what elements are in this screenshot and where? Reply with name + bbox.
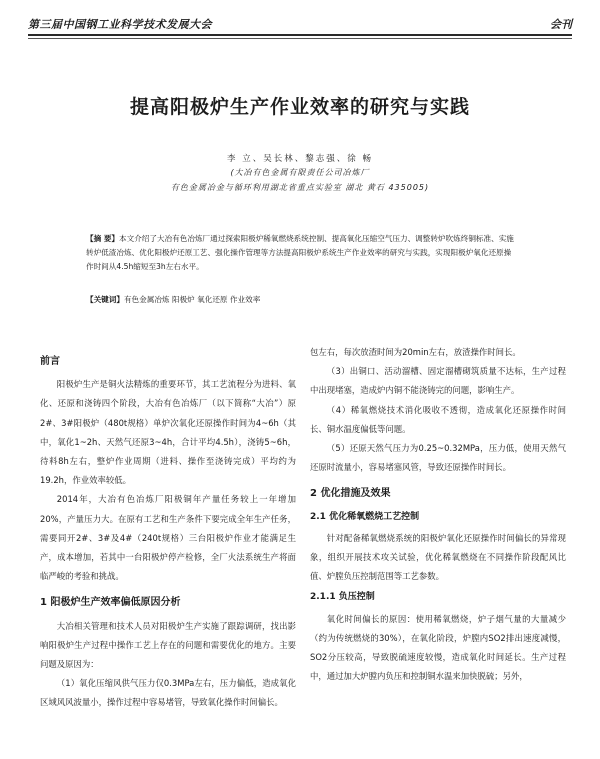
keywords-label: 【关键词】 [86, 295, 124, 304]
paragraph: （5）还原天然气压力为0.25~0.32MPa，压力低，使用天然气还原时流量小，容易堵塞风管，导致还原操作时间长。 [310, 443, 566, 473]
affiliation-line-1: (大冶有色金属有限责任公司冶炼厂 [230, 168, 370, 177]
paragraph: 阳极炉生产是铜火法精炼的重要环节，其工艺流程分为进料、氧化、还原和浇铸四个阶段，大冶有色冶炼厂（以下简称“大冶”）原2#、3#阳极炉（480t规格）单炉次氧化还原操作时间为4~6h（其中，氧化1~2h、天然气还原3~4h，合计平均4.5h），浇铸5~6h，待料8h左右，整炉作业周期（进料、操作至浇铸完成）平均约为19.2h，作业效率较低。 [40, 379, 296, 486]
heading-section-1: 1 阳极炉生产效率偏低原因分析 [40, 597, 181, 609]
paragraph: 氧化时间偏长的原因：使用稀氧燃烧，炉子烟气量的大量减少（约为传统燃烧的30%），在氧化阶段，炉膛内SO2排出速度减慢，SO2分压较高，导致脱硫速度较慢，造成氧化时间延长。生产过程中，通过加大炉膛内负压和控制铜水温来加快脱硫；另外， [310, 613, 566, 682]
abstract [86, 232, 514, 274]
paragraph: 2014年，大冶有色冶炼厂阳极铜年产量任务较上一年增加20%，产量压力大。在原有工艺和生产条件下要完成全年生产任务，需要同开2#、3#及4#（240t规格）三台阳极炉作业才能满足生产，成本增加，若其中一台阳极炉停产检修，全厂火法系统生产将面临严峻的考验和挑战。 [40, 494, 296, 582]
heading-intro: 前言 [40, 356, 60, 367]
affiliation-line-2: 有色金属冶金与循环利用湖北省重点实验室 湖北 黄石 435005) [170, 183, 430, 192]
header-rule [28, 38, 572, 39]
paragraph: 针对配备稀氧燃烧系统的阳极炉氧化还原操作时间偏长的异常现象，组织开展技术攻关试验，优化稀氧燃烧在不同操作阶段配风比值、炉膛负压控制范围等工艺参数。 [310, 532, 566, 582]
paragraph: 大冶相关管理和技术人员对阳极炉生产实施了跟踪调研，找出影响阳极炉生产过程中操作工艺上存在的问题和需要优化的地方。主要问题及原因为： [40, 620, 296, 670]
heading-section-2-1: 2.1 优化稀氧燃烧工艺控制 [310, 511, 420, 522]
abstract-label: 【摘 要】 [86, 234, 120, 243]
paragraph: 包左右，每次放渣时间为20min左右，放渣操作时间长。 [310, 347, 521, 357]
authors: 李 立、吴长林、黎志强、徐 畅 [227, 154, 373, 164]
heading-section-2: 2 优化措施及效果 [310, 488, 391, 500]
keywords [86, 293, 514, 307]
paragraph: （3）出铜口、活动溜槽、固定溜槽砌筑质量不达标，生产过程中出现堵塞，造成炉内铜不能浇铸完的问题，影响生产。 [310, 366, 566, 396]
abstract-text: 本文介绍了大冶有色冶炼厂通过探索阳极炉稀氧燃烧系统控制、提高氧化压缩空气压力、调整转炉吹炼终铜标准、实施转炉低渣冶炼、优化阳极炉还原工艺、强化操作管理等方法提高阳极炉系统生产作业效率的研究与实践，实现阳极炉氧化还原操作时间从4.5h缩短至3h左右水平。 [86, 234, 514, 271]
header-section: 会刊 [550, 18, 572, 31]
paragraph: （1）氧化压缩风供气压力仅0.3MPa左右，压力偏低，造成氧化区域风风波量小，操作过程中容易堵管，导致氧化操作时间偏长。 [40, 678, 296, 708]
paper-title: 提高阳极炉生产作业效率的研究与实践 [129, 96, 470, 118]
keywords-text: 有色金属冶炼 阳极炉 氧化还原 作业效率 [123, 295, 261, 304]
paragraph: （4）稀氧燃烧技术消化吸收不透彻，造成氧化还原操作时间长、铜水温度偏低等问题。 [310, 404, 566, 434]
left-column [40, 345, 296, 713]
header-conference-name: 第三届中国钢工业科学技术发展大会 [28, 18, 212, 31]
running-header [28, 16, 572, 36]
right-column [310, 343, 566, 686]
heading-section-2-1-1: 2.1.1 负压控制 [310, 592, 375, 603]
